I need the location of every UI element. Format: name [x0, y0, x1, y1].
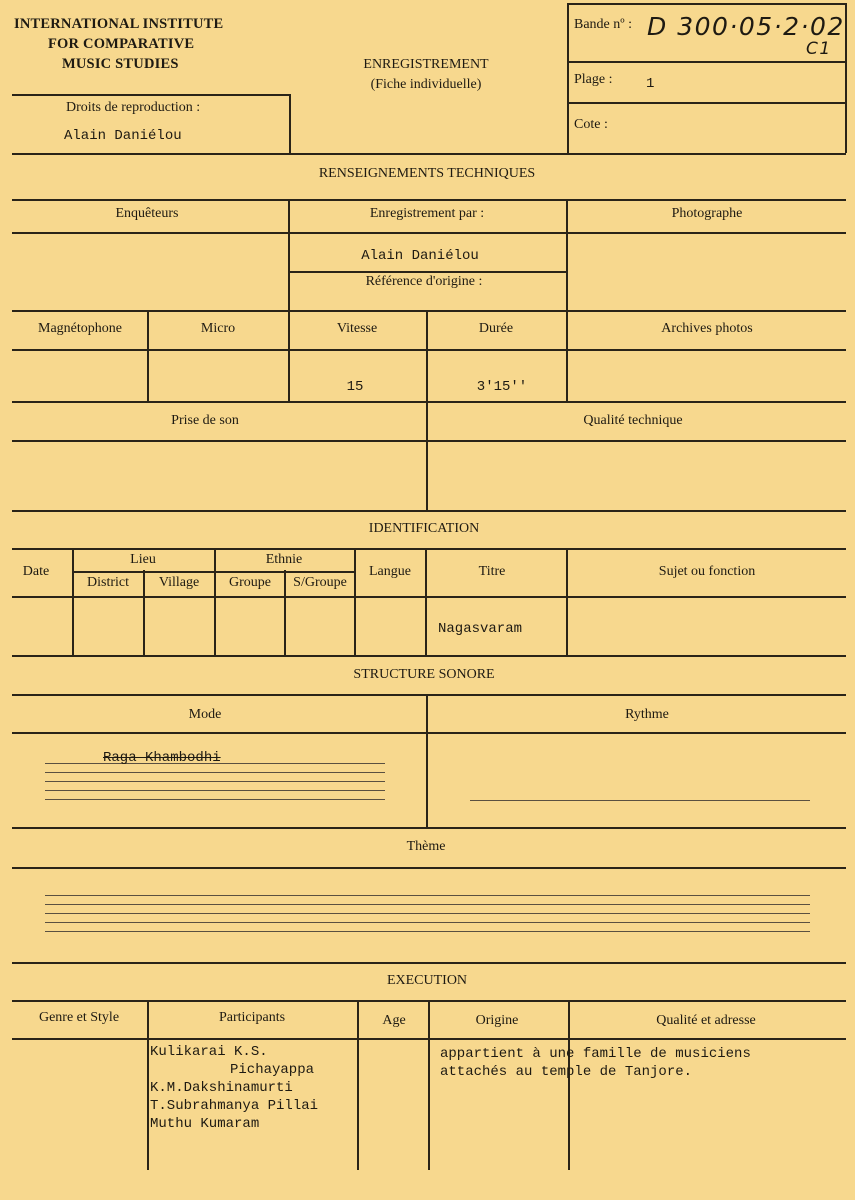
border-line	[12, 548, 846, 550]
origine-label: Origine	[475, 1013, 519, 1028]
sgroupe-label: S/Groupe	[293, 575, 347, 590]
guide-line	[45, 799, 385, 800]
guide-line	[45, 913, 810, 914]
border-line	[567, 61, 846, 63]
border-line	[289, 271, 566, 273]
guide-line	[470, 800, 810, 801]
magnetophone-label: Magnétophone	[38, 321, 122, 336]
qualite-technique-label: Qualité technique	[583, 413, 683, 428]
participants-label: Participants	[218, 1010, 286, 1025]
border-line	[567, 3, 569, 153]
border-line	[143, 570, 145, 655]
origine-line: appartient à une famille de musiciens	[440, 1046, 751, 1062]
border-line	[12, 655, 846, 657]
border-line	[12, 827, 846, 829]
ethnie-label: Ethnie	[265, 552, 303, 567]
border-line	[845, 3, 847, 153]
theme-label: Thème	[406, 839, 446, 854]
micro-label: Micro	[200, 321, 236, 336]
border-line	[12, 1038, 846, 1040]
date-label: Date	[22, 564, 50, 579]
enregistrement-par-value: Alain Daniélou	[361, 248, 479, 264]
duree-value: 3'15''	[476, 379, 528, 395]
institute-name-line3: MUSIC STUDIES	[62, 56, 179, 72]
plage-value: 1	[646, 76, 655, 92]
border-line	[567, 102, 846, 104]
border-line	[354, 548, 356, 655]
border-line	[568, 1000, 570, 1170]
border-line	[72, 548, 74, 655]
institute-name-line2: FOR COMPARATIVE	[48, 36, 195, 52]
border-line	[147, 310, 149, 402]
border-line	[566, 199, 568, 310]
guide-line	[45, 922, 810, 923]
participant-line: T.Subrahmanya Pillai	[150, 1098, 319, 1114]
border-line	[12, 310, 846, 312]
langue-label: Langue	[369, 564, 411, 579]
sujet-label: Sujet ou fonction	[658, 564, 756, 579]
border-line	[289, 94, 291, 154]
guide-line	[45, 781, 385, 782]
border-line	[12, 349, 846, 351]
institute-name-line1: INTERNATIONAL INSTITUTE	[14, 16, 224, 32]
border-line	[147, 1000, 149, 1170]
rythme-label: Rythme	[625, 707, 669, 722]
bande-number: D 300·05·2·02	[647, 12, 845, 41]
border-line	[12, 867, 846, 869]
prise-label: Prise de son	[171, 413, 239, 428]
enqueteurs-label: Enquêteurs	[115, 206, 179, 221]
border-line	[567, 3, 846, 5]
groupe-label: Groupe	[229, 575, 271, 590]
participant-line: Muthu Kumaram	[150, 1116, 260, 1132]
border-line	[284, 570, 286, 655]
section-title-structure: STRUCTURE SONORE	[353, 667, 495, 682]
border-line	[12, 401, 846, 403]
mode-value: Raga Khambodhi	[103, 750, 221, 766]
border-line	[12, 153, 846, 155]
border-line	[428, 1000, 430, 1170]
district-label: District	[87, 575, 129, 590]
border-line	[214, 548, 216, 655]
photographe-label: Photographe	[671, 206, 743, 221]
guide-line	[45, 904, 810, 905]
droits-label: Droits de reproduction :	[66, 100, 201, 115]
qualite-adresse-label: Qualité et adresse	[656, 1013, 756, 1028]
genre-label: Genre et Style	[38, 1010, 120, 1025]
border-line	[357, 1000, 359, 1170]
border-line	[12, 440, 846, 442]
border-line	[566, 310, 568, 402]
border-line	[426, 310, 428, 510]
participant-line: Kulikarai K.S.	[150, 1044, 268, 1060]
guide-line	[45, 772, 385, 773]
border-line	[12, 962, 846, 964]
border-line	[288, 310, 290, 402]
border-line	[12, 94, 290, 96]
origine-line: attachés au temple de Tanjore.	[440, 1064, 693, 1080]
section-title-techniques: RENSEIGNEMENTS TECHNIQUES	[318, 166, 536, 181]
titre-value: Nagasvaram	[438, 621, 523, 637]
duree-label: Durée	[478, 321, 514, 336]
mode-label: Mode	[188, 707, 222, 722]
section-title-identification: IDENTIFICATION	[368, 521, 480, 536]
archives-label: Archives photos	[661, 321, 753, 336]
guide-line	[45, 790, 385, 791]
reference-label: Référence d'origine :	[365, 274, 483, 289]
bande-label: Bande nº :	[574, 17, 632, 32]
plage-label: Plage :	[574, 72, 613, 87]
border-line	[12, 596, 846, 598]
border-line	[425, 548, 427, 655]
vitesse-value: 15	[346, 379, 364, 395]
section-title-execution: EXECUTION	[386, 973, 468, 988]
border-line	[12, 732, 846, 734]
border-line	[12, 694, 846, 696]
titre-label: Titre	[478, 564, 506, 579]
village-label: Village	[158, 575, 200, 590]
border-line	[12, 510, 846, 512]
droits-value: Alain Daniélou	[64, 128, 182, 144]
border-line	[12, 199, 846, 201]
border-line	[566, 548, 568, 655]
vitesse-label: Vitesse	[336, 321, 378, 336]
bande-suffix: C1	[806, 39, 832, 59]
guide-line	[45, 895, 810, 896]
lieu-label: Lieu	[130, 552, 156, 567]
age-label: Age	[382, 1013, 406, 1028]
participant-line: K.M.Dakshinamurti	[150, 1080, 293, 1096]
border-line	[72, 571, 355, 573]
guide-line	[45, 931, 810, 932]
participant-line: Pichayappa	[230, 1062, 315, 1078]
border-line	[426, 694, 428, 827]
border-line	[288, 199, 290, 310]
form-subtitle: (Fiche individuelle)	[370, 77, 482, 92]
form-title: ENREGISTREMENT	[363, 57, 489, 72]
cote-label: Cote :	[574, 117, 608, 132]
border-line	[12, 232, 846, 234]
enregistrement-par-label: Enregistrement par :	[369, 206, 485, 221]
